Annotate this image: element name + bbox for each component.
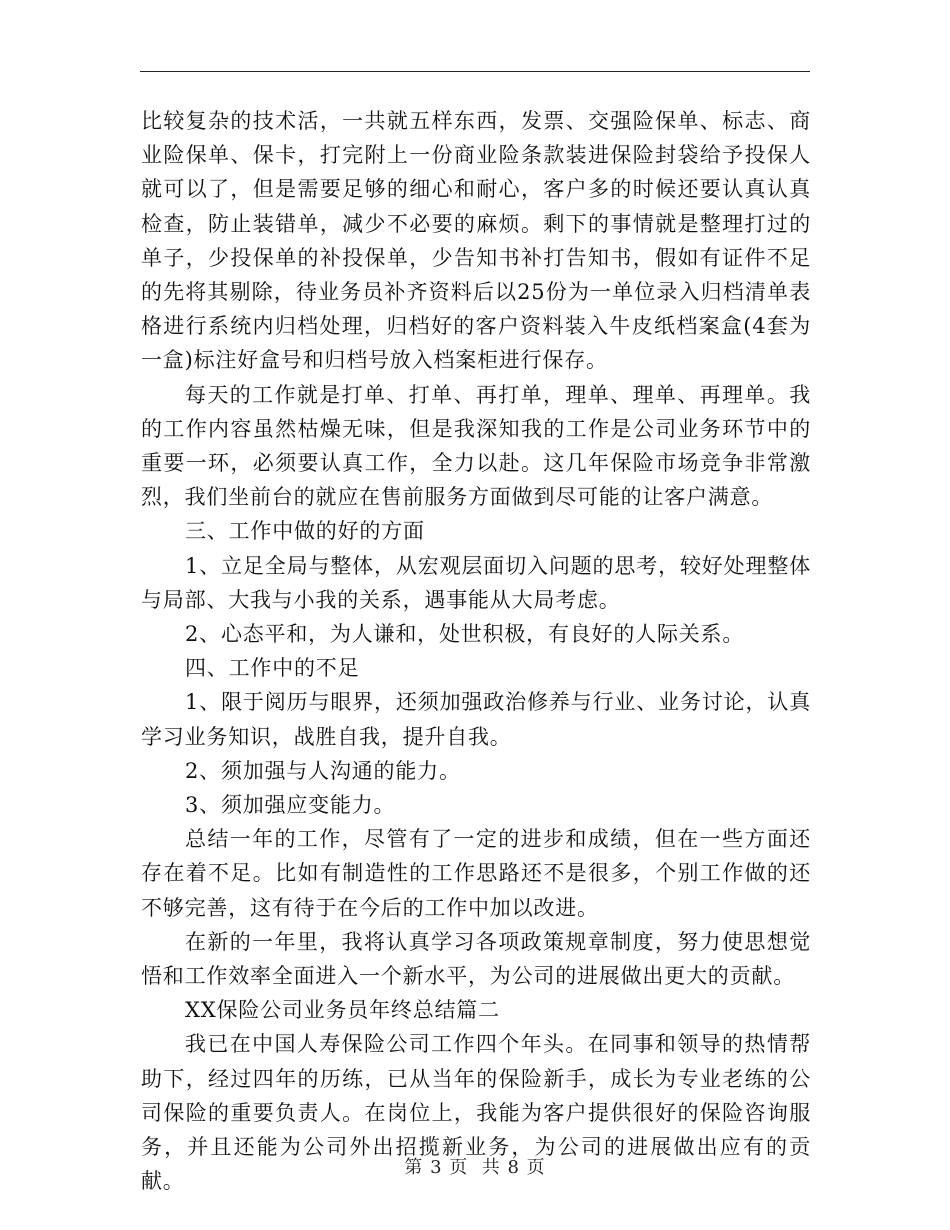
section-heading-shortcomings: 四、工作中的不足 [185, 656, 360, 681]
article-two-title: XX保险公司业务员年终总结篇二 [185, 998, 500, 1023]
footer-prefix: 第 [404, 1157, 424, 1178]
footer-current-page: 3 [430, 1157, 443, 1178]
strength-item-1: 1、立足全局与整体，从宏观层面切入问题的思考，较好处理整体与局部、大我与小我的关系，遇事能从大局考虑。 [141, 553, 811, 612]
article-two-paragraph-1: 我已在中国人寿保险公司工作四个年头。在同事和领导的热情帮助下，经过四年的历练，已从当年的保险新手，成长为专业老练的公司保险的重要负责人。在岗位上，我能为客户提供很好的保险咨询服务，并且还能为公司外出招揽新业务，为公司的进展做出应有的贡献。 [141, 1032, 811, 1194]
paragraph-2: 每天的工作就是打单、打单、再打单，理单、理单、再理单。我的工作内容虽然枯燥无味，但是我深知我的工作是公司业务环节中的重要一环，必须要认真工作，全力以赴。这几年保险市场竞争非常激烈，我们坐前台的就应在售前服务方面做到尽可能的让客户满意。 [141, 382, 811, 510]
shortcoming-item-2: 2、须加强与人沟通的能力。 [185, 758, 461, 783]
section-heading-strengths: 三、工作中做的好的方面 [185, 519, 425, 544]
outlook-paragraph: 在新的一年里，我将认真学习各项政策规章制度，努力使思想觉悟和工作效率全面进入一个新水平，为公司的进展做出更大的贡献。 [141, 929, 811, 989]
paragraph-1: 比较复杂的技术活，一共就五样东西，发票、交强险保单、标志、商业险保单、保卡，打完附上一份商业险条款装进保险封袋给予投保人就可以了，但是需要足够的细心和耐心，客户多的时候还要认真认真检查，防止装错单，减少不必要的麻烦。剩下的事情就是整理打过的单子，少投保单的补投保单，少告知书补打告知书，假如有证件不足的先将其剔除，待业务员补齐资料后以25份为一单位录入归档清单表格进行系统内归档处理，归档好的客户资料装入牛皮纸档案盒(4套为一盒)标注好盒号和归档号放入档案柜进行保存。 [141, 109, 811, 373]
footer-suffix: 页 [526, 1157, 546, 1178]
summary-paragraph: 总结一年的工作，尽管有了一定的进步和成绩，但在一些方面还存在着不足。比如有制造性的工作思路还不是很多，个别工作做的还不够完善，这有待于在今后的工作中加以改进。 [141, 827, 811, 920]
header-rule [140, 71, 810, 72]
footer-middle: 页 共 [449, 1157, 501, 1178]
strength-item-2: 2、心态平和，为人谦和，处世积极，有良好的人际关系。 [185, 622, 745, 647]
document-body [141, 104, 811, 1199]
shortcoming-item-3: 3、须加强应变能力。 [185, 793, 396, 818]
page-footer [0, 1153, 950, 1179]
shortcoming-item-1: 1、限于阅历与眼界，还须加强政治修养与行业、业务讨论，认真学习业务知识，战胜自我，提升自我。 [141, 690, 811, 749]
footer-total-pages: 8 [507, 1157, 520, 1178]
